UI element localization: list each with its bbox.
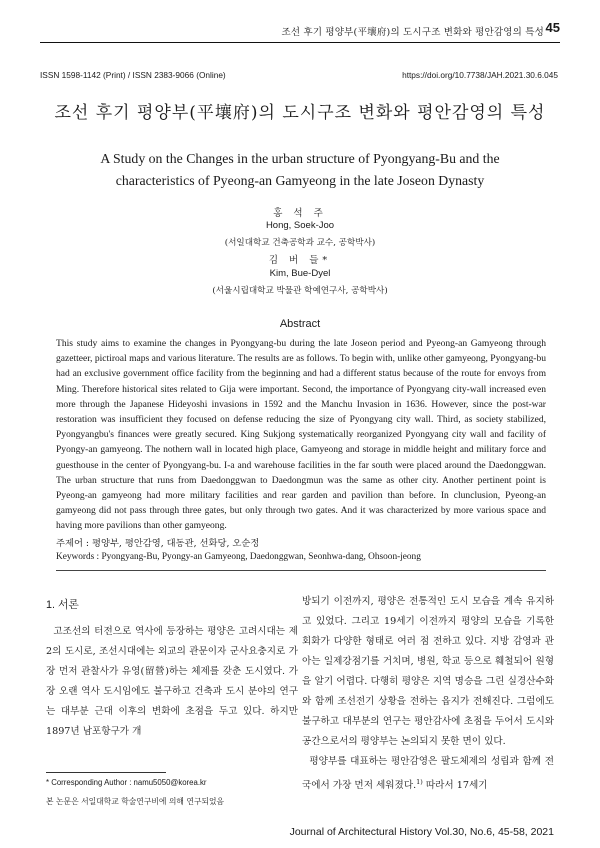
footnote-rule: [46, 772, 166, 773]
header-rule: [40, 42, 560, 43]
right-column-p2-text: 평양부를 대표하는 평안감영은 팔도체제의 성립과 함께 전국에서 가장 먼저 세워졌다.: [302, 756, 555, 792]
page-number: 45: [545, 20, 560, 35]
right-column-paragraph-2: [302, 752, 554, 796]
title-english-line1: A Study on the Changes in the urban structure of Pyongyang-Bu and the: [100, 151, 500, 166]
paper-title-english: [60, 148, 540, 192]
corresponding-author-note: * Corresponding Author : namu5050@korea.kr: [46, 778, 207, 787]
issn-line: ISSN 1598-1142 (Print) / ISSN 2383-9066 (Online): [40, 70, 226, 80]
author-1-korean: 홍 석 주: [273, 208, 327, 219]
author-2-english: Kim, Bue-Dyel: [269, 268, 331, 279]
keywords-english: Keywords : Pyongyang-Bu, Pyongy-an Gamyeong, Daedonggwan, Seonhwa-dang, Ohsoon-jeong: [56, 552, 421, 562]
keywords-rule: [56, 570, 546, 571]
body-right-column: [302, 592, 554, 796]
author-1-affiliation: (서일대학교 건축공학과 교수, 공학박사): [224, 238, 376, 248]
author-2-korean: 김 버 들*: [268, 255, 332, 266]
keywords-korean: 주제어 : 평양부, 평안감영, 대동관, 선화당, 오순정: [56, 538, 260, 549]
author-1-english: Hong, Soek-Joo: [265, 220, 335, 231]
section-heading-introduction: 1. 서론: [46, 599, 79, 611]
abstract-body: This study aims to examine the changes in Pyongyang-bu during the late Joseon period and Pyeong-an Gamyeong through gazetteer, pictiroal maps and various literature. The results are as follows. To begin with, unlike other gamyeong, Pyongyang-bu had an exclusive government office facility from the beginning and had a different status because of the route for envoys from Ming. Therefore historical sites related to Gija were important. Second, the importance of Pyongyang city-wall increased even more through the Japanese Hideyoshi invasions in 1592 and the Manchu Invasion in 1636. However, since the post-war restoration was insufficient they focused on defense reducing the size of Pyongyang city wall. Third, as society stabilized, Pyongyangbu's finances were greatly secured. King Sukjong systematically reorganized Pyongyang city wall and facility of Pyongy-an gamyeong. The nothern wall in located high place, Gamyeong and storage in middle height and military force and guesthouse in the center of Pyongyang-bu. I-a and warehouse facilities in the far south were placed around the Daedonggwan. The urban structure that runs from Daedonggwan to Daedongmun was the same as other city. Another pertinent point is Pyeong-an gamyeong had more military facilities and rear garden and pavilion than before. In clunclusion, Pyeong-an gamyeong did not pass through three gates, but only through two gates. And it was characterized by more various space and having more pavilions than other gamyeong.: [56, 338, 546, 532]
running-header: 조선 후기 평양부(平壤府)의 도시구조 변화와 평안감영의 특성: [281, 27, 544, 38]
left-column-text: 고조선의 터전으로 역사에 등장하는 평양은 고려시대는 제2의 도시로, 조선시대에는 외교의 관문이자 군사요충지로 가장 먼저 관찰사가 유영(留營)하는 체제를 갖춘 도시였다. 가장 오랜 역사 도시임에도 불구하고 건축과 도시 분야의 연구는 대부분 근대 이후의 변화에 초점을 두고 있다. 하지만 1897년 남포항구가 개: [46, 626, 299, 737]
body-left-column: [46, 622, 298, 742]
journal-footer: Journal of Architectural History Vol.30, No.6, 45-58, 2021: [289, 826, 554, 838]
abstract-heading: Abstract: [279, 318, 321, 330]
right-column-paragraph-1: 방되기 이전까지, 평양은 전통적인 도시 모습을 계속 유지하고 있었다. 그리고 19세기 이전까지 평양의 모습을 기록한 회화가 다양한 형태로 여러 점 전하고 있다. 지방 감영과 관아는 일제강점기를 거치며, 병원, 학교 등으로 훼철되어 원형을 알기 어렵다. 다행히 평양은 지역 명승을 그린 실경산수화와 함께 조선전기 상황을 전하는 읍지가 전해진다. 그럼에도 불구하고 대부분의 연구는 평안감사에 초점을 두어서 도시와 공간으로서의 평양부는 논의되지 못한 면이 있다.: [302, 596, 554, 747]
paper-title-korean: 조선 후기 평양부(平壤府)의 도시구조 변화와 평안감영의 특성: [54, 103, 546, 123]
right-column-p2-tail: 따라서 17세기: [422, 780, 488, 792]
funding-note: 본 논문은 서일대학교 학술연구비에 의해 연구되었음: [46, 797, 225, 806]
title-english-line2: characteristics of Pyeong-an Gamyeong in the late Joseon Dynasty: [115, 173, 485, 188]
doi-link[interactable]: https://doi.org/10.7738/JAH.2021.30.6.045: [402, 70, 558, 80]
author-2-affiliation: (서울시립대학교 박물관 학예연구사, 공학박사): [212, 286, 388, 296]
footnote-ref-1[interactable]: 1): [416, 778, 423, 786]
